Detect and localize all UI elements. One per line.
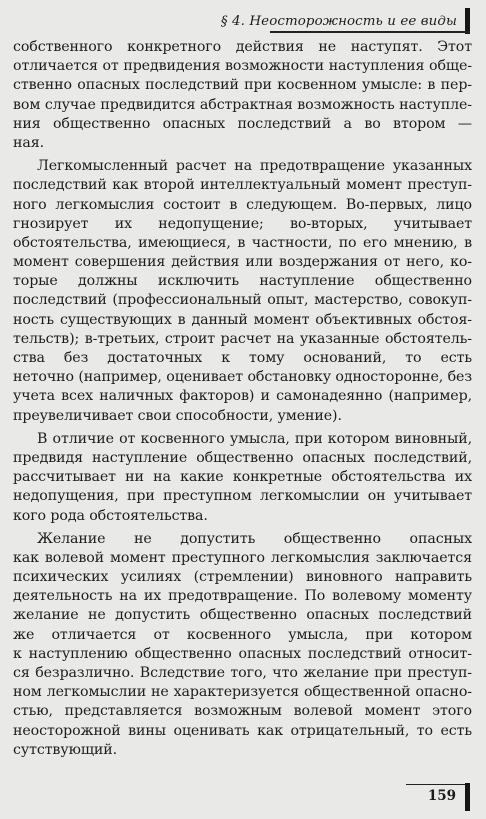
paragraph [13, 157, 472, 426]
page-footer [428, 783, 470, 811]
text-line: отличается от предвидения возможности наступления обще- [13, 58, 472, 75]
footer-edge-bar [465, 783, 470, 811]
text-line: тельств); в-третьих, строит расчет на указанные обстоятель- [13, 330, 472, 347]
text-line: торые должны исключить наступление общественно [13, 273, 472, 290]
text-line: ность существующих в данный момент объективных обстоя- [13, 311, 472, 328]
text-line: ная. [13, 134, 44, 151]
text-line: момент совершения действия или воздержания от него, ко- [13, 254, 472, 271]
text-line: сутствующий. [13, 741, 118, 758]
text-line: как волевой момент преступного легкомыслия заключается [13, 549, 472, 566]
text-line: ства без достаточных к тому оснований, то есть [13, 350, 472, 366]
text-line: ном легкомыслии не характеризуется общественной опасно- [13, 684, 472, 701]
text-line: желание не допустить общественно опасных последствий [13, 607, 472, 624]
text-line: учета всех наличных факторов) и самонадеянно (например, [13, 388, 472, 405]
text-line: рассчитывает ни на какие конкретные обстоятельства их [13, 469, 472, 486]
section-title: § 4. Неосторожность и ее виды [220, 14, 457, 29]
text-line: преувеличивает свои способности, умение). [13, 407, 342, 424]
text-line: гнозирует их недопущение; во-вторых, учитывает [13, 215, 472, 232]
text-line: стью, представляется возможным волевой момент этого [13, 703, 472, 720]
text-line: же отличается от косвенного умысла, при котором [13, 626, 472, 643]
text-line: ния общественно опасных последствий а во втором — [13, 115, 472, 132]
paragraph [13, 430, 472, 526]
text-line: В отличие от косвенного умысла, при котором виновный, [37, 430, 472, 447]
text-line: деятельность на их предотвращение. По волевому моменту [13, 588, 472, 605]
text-line: к наступлению общественно опасных последствий относит- [13, 645, 472, 662]
text-line: ного легкомыслия состоит в следующем. Во-первых, лицо [13, 196, 472, 213]
paragraph [13, 530, 472, 760]
text-line: ся безразлично. Вследствие того, что желание при преступ- [13, 665, 472, 681]
text-line: обстоятельства, имеющиеся, в частности, по его мнению, в [13, 234, 472, 251]
text-line: ственно опасных последствий при косвенном умысле: в пер- [13, 77, 472, 94]
text-line: неточно (например, оценивает обстановку односторонне, без [13, 369, 472, 386]
text-line: Желание не допустить общественно опасных [37, 530, 472, 547]
text-line: неосторожной вины оценивать как отрицательный, то есть [13, 722, 472, 739]
header-rule [270, 31, 470, 33]
text-line: Легкомысленный расчет на предотвращение указанных [37, 158, 472, 175]
text-line: вом случае предвидится абстрактная возможность наступле- [13, 96, 472, 113]
text-line: последствий (профессиональный опыт, мастерство, совокуп- [13, 292, 472, 309]
text-line: психических усилиях (стремлении) виновного направить [13, 569, 472, 586]
text-line: предвидя наступление общественно опасных последствий, [13, 449, 472, 466]
text-line: недопущения, при преступном легкомыслии он учитывает [13, 488, 472, 505]
body-text [13, 38, 472, 760]
page-number: 159 [427, 788, 456, 804]
text-line: последствий как второй интеллектуальный момент преступ- [13, 177, 472, 194]
text-line: собственного конкретного действия не наступят. Этот [13, 39, 472, 55]
paragraph [13, 38, 472, 153]
text-line: кого рода обстоятельства. [13, 507, 208, 524]
